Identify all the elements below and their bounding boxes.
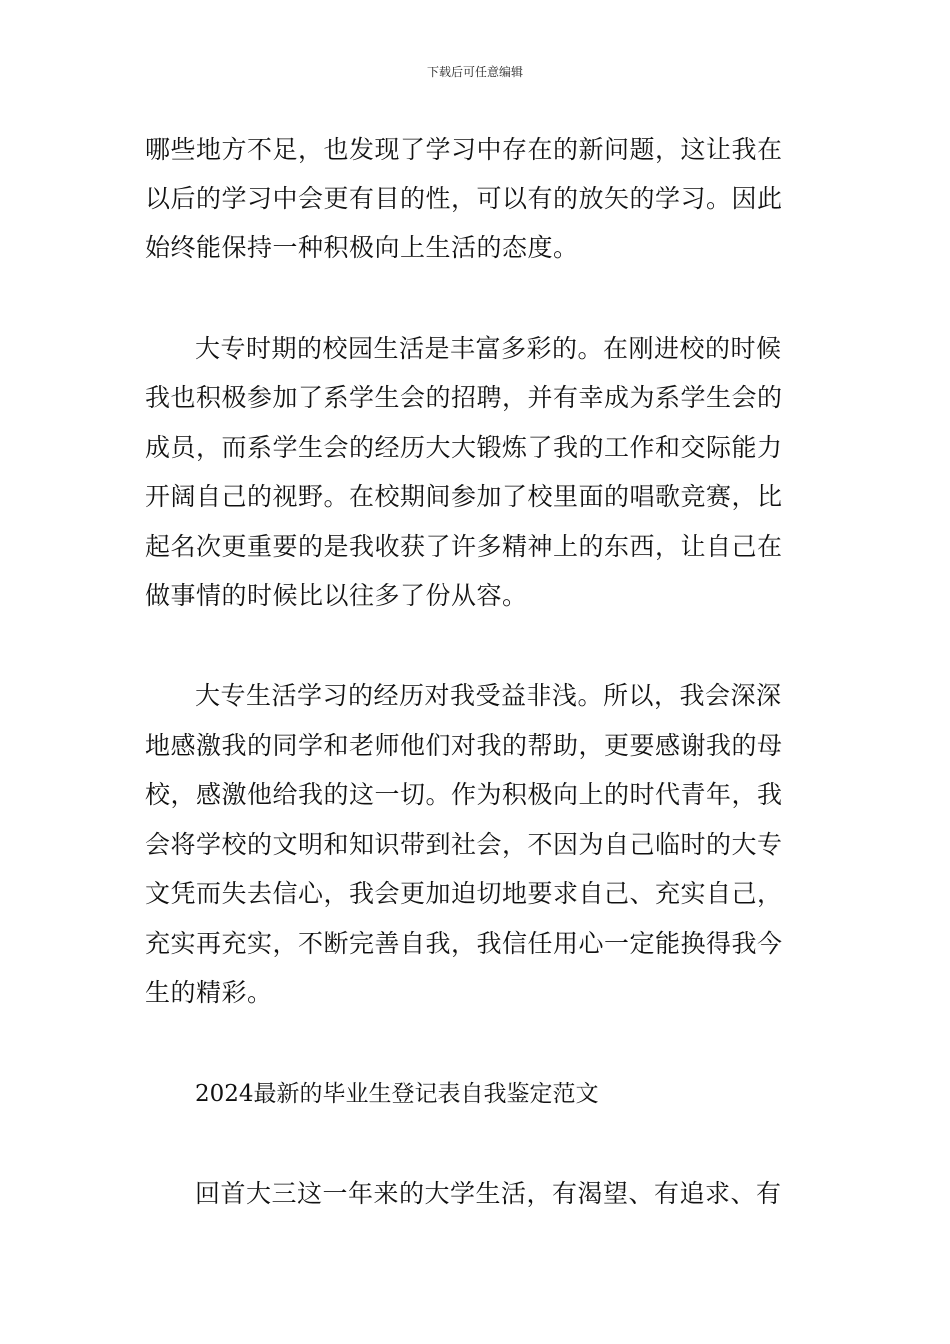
- page-header: 下载后可任意编辑: [426, 65, 523, 79]
- paragraph-line: 会将学校的文明和知识带到社会，不因为自己临时的大专: [145, 830, 783, 859]
- paragraph-line: 开阔自己的视野。在校期间参加了校里面的唱歌竞赛，比: [145, 482, 783, 511]
- paragraph-line: 起名次更重要的是我收获了许多精神上的东西，让自己在: [145, 532, 783, 561]
- paragraph-line: 文凭而失去信心，我会更加迫切地要求自己、充实自己，: [145, 879, 783, 908]
- paragraph-line: 我也积极参加了系学生会的招聘，并有幸成为系学生会的: [145, 383, 783, 412]
- paragraph-line: 成员，而系学生会的经历大大锻炼了我的工作和交际能力: [145, 433, 783, 462]
- paragraph-line: 哪些地方不足，也发现了学习中存在的新问题，这让我在: [145, 135, 783, 164]
- paragraph-line: 地感激我的同学和老师他们对我的帮助，更要感谢我的母: [145, 731, 783, 760]
- paragraph-line: 回首大三这一年来的大学生活，有渴望、有追求、有: [195, 1179, 782, 1208]
- paragraph-line: 生的精彩。: [145, 978, 273, 1007]
- paragraph-line: 校，感激他给我的这一切。作为积极向上的时代青年，我: [145, 780, 783, 809]
- paragraph-line: 始终能保持一种积极向上生活的态度。: [145, 233, 579, 262]
- paragraph-line: 充实再充实，不断完善自我，我信任用心一定能换得我今: [145, 929, 783, 958]
- paragraph-line: 大专生活学习的经历对我受益非浅。所以，我会深深: [195, 681, 782, 710]
- paragraph-line: 大专时期的校园生活是丰富多彩的。在刚进校的时候: [195, 334, 782, 363]
- paragraph-line: 做事情的时候比以往多了份从容。: [145, 581, 528, 610]
- paragraph-line: 以后的学习中会更有目的性，可以有的放矢的学习。因此: [145, 184, 783, 213]
- section-title: 2024最新的毕业生登记表自我鉴定范文: [195, 1081, 599, 1107]
